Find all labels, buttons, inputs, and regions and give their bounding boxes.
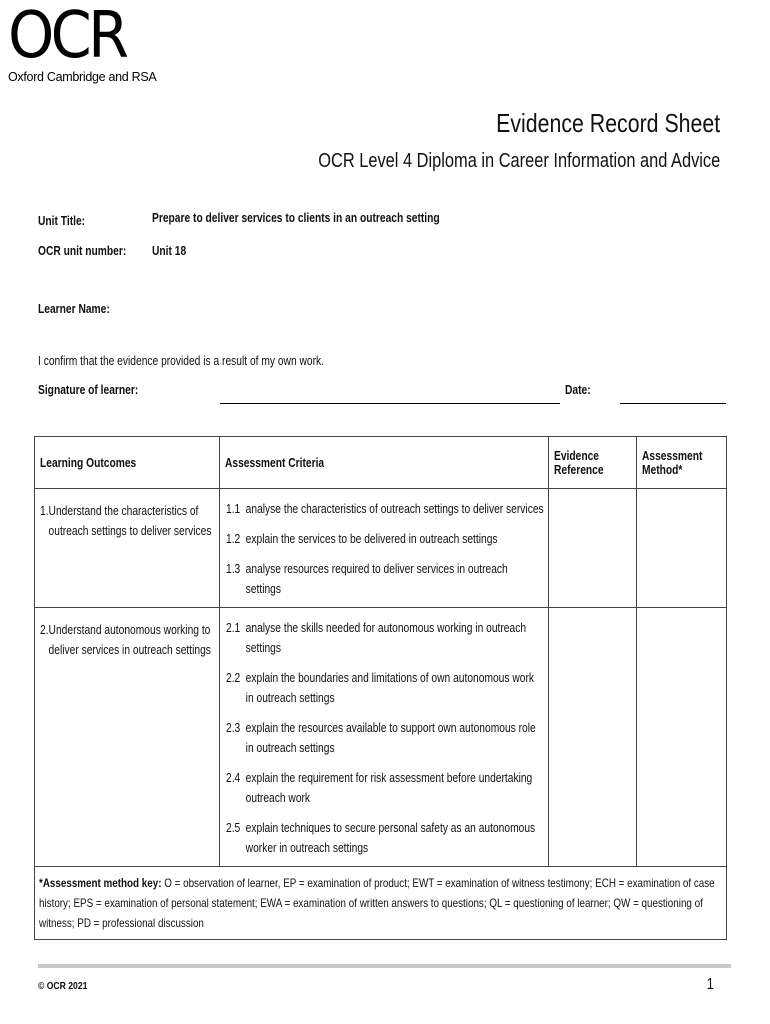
- key-text: O = observation of learner, EP = examination of product; EWT = examination of witness testimony; ECH = examination of case history; EPS = examination of personal statement; EWA = examination of written answers to questions; QL = questioning of learner; QW = questioning of witness; PD = professional discussion: [39, 876, 715, 930]
- evidence-reference-cell-2[interactable]: [549, 608, 637, 867]
- learning-outcome-2: 2. Understand autonomous working to deliver services in outreach settings: [35, 608, 220, 867]
- header-learning-outcomes: Learning Outcomes: [35, 437, 220, 489]
- date-label: Date:: [565, 383, 591, 397]
- learning-outcome-1: 1. Understand the characteristics of outreach settings to deliver services: [35, 489, 220, 608]
- header-assessment-method: Assessment Method*: [637, 437, 727, 489]
- unit-title-value: Prepare to deliver services to clients in an outreach setting: [152, 211, 440, 225]
- signature-label: Signature of learner:: [38, 383, 139, 397]
- criterion-2-3: 2.3 explain the resources available to support own autonomous role in outreach settings: [225, 721, 536, 755]
- learner-name-label: Learner Name:: [38, 302, 110, 316]
- signature-line[interactable]: [220, 403, 560, 404]
- key-row: [35, 867, 727, 940]
- criterion-2-5: 2.5 explain techniques to secure personal safety as an autonomous worker in outreach settings: [225, 821, 535, 855]
- criterion-2-4: 2.4 explain the requirement for risk assessment before undertaking outreach work: [225, 771, 533, 805]
- assessment-method-cell-1[interactable]: [637, 489, 727, 608]
- page-title: Evidence Record Sheet: [495, 108, 720, 138]
- table-row: [35, 608, 727, 867]
- criterion-2-2: 2.2 explain the boundaries and limitations of own autonomous work in outreach settings: [225, 671, 534, 705]
- evidence-table: [34, 436, 727, 940]
- criterion-2-1: 2.1 analyse the skills needed for autonomous working in outreach settings: [225, 621, 526, 655]
- table-row: [35, 489, 727, 608]
- assessment-method-cell-2[interactable]: [637, 608, 727, 867]
- table-header-row: [35, 437, 727, 489]
- confirm-statement: I confirm that the evidence provided is a result of my own work.: [38, 354, 325, 368]
- assessment-method-key: [35, 867, 727, 940]
- criteria-list-2: [219, 608, 548, 867]
- ocr-logo: [8, 0, 157, 84]
- page-subtitle: OCR Level 4 Diploma in Career Information and Advice: [318, 150, 720, 172]
- header-evidence-reference: Evidence Reference: [549, 437, 637, 489]
- footer-divider: [38, 964, 731, 968]
- key-label: *Assessment method key:: [39, 876, 162, 890]
- logo-mark: OCR: [8, 0, 126, 73]
- unit-number-value: Unit 18: [152, 244, 187, 258]
- evidence-reference-cell-1[interactable]: [549, 489, 637, 608]
- criterion-1-3: 1.3 analyse resources required to deliver services in outreach settings: [225, 562, 508, 596]
- date-line[interactable]: [620, 403, 726, 404]
- header-assessment-criteria: Assessment Criteria: [219, 437, 548, 489]
- criterion-1-2: 1.2 explain the services to be delivered in outreach settings: [225, 532, 498, 546]
- criteria-list-1: [219, 489, 548, 608]
- unit-number-label: OCR unit number:: [38, 244, 127, 258]
- copyright: © OCR 2021: [38, 980, 88, 992]
- page-number: 1: [706, 976, 714, 993]
- criterion-1-1: 1.1 analyse the characteristics of outreach settings to deliver services: [225, 502, 544, 516]
- logo-subtitle: Oxford Cambridge and RSA: [8, 70, 157, 84]
- unit-title-label: Unit Title:: [38, 214, 86, 228]
